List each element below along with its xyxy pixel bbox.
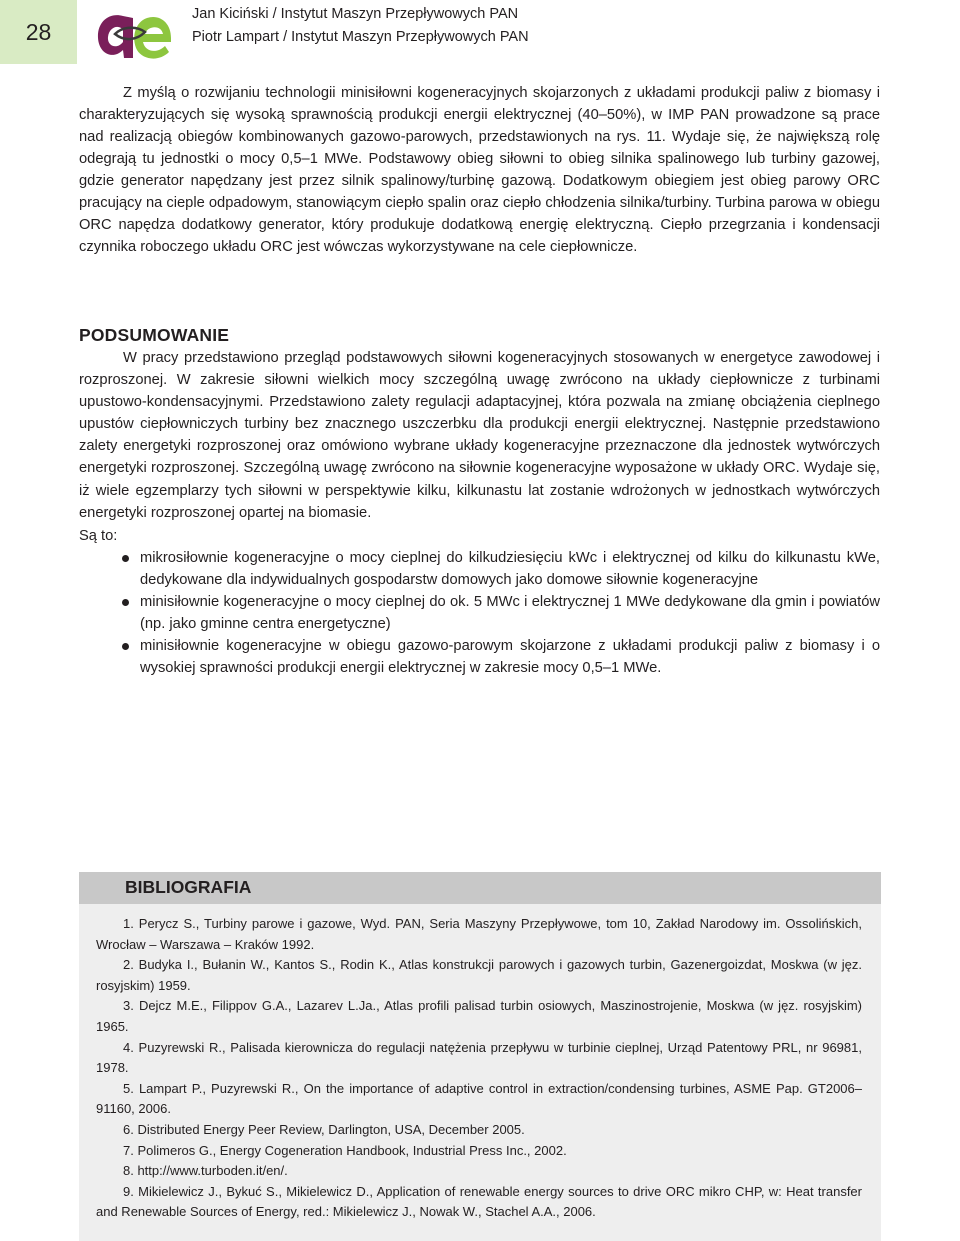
bullet-text: minisiłownie kogeneracyjne o mocy cieplnej do ok. 5 MWc i elektrycznej 1 MWe dedykowane dla gmin i powiatów (np. jako gminne centra energetyczne) (140, 594, 880, 633)
bibliography-item: 2. Budyka I., Bułanin W., Kantos S., Rodin K., Atlas konstrukcji parowych i gazowych turbin, Gazenergoizdat, Moskwa (w jęz. rosyjskim) 1959. (96, 957, 862, 993)
page-number-box (0, 0, 77, 64)
bullet-item (79, 547, 880, 591)
bibliography-list (96, 914, 862, 1223)
bullet-dot-icon (122, 643, 129, 650)
page-number: 28 (25, 18, 52, 45)
bibliography-item: 8. http://www.turboden.it/en/. (123, 1163, 288, 1179)
bibliography-item: 5. Lampart P., Puzyrewski R., On the importance of adaptive control in extraction/condensing turbines, ASME Pap. GT2006–91160, 2006. (96, 1080, 862, 1117)
summary-paragraph: W pracy przedstawiono przegląd podstawowych siłowni kogeneracyjnych stosowanych w energetyce zawodowej i rozproszonej. W zakresie siłowni wielkich mocy szczególną uwagę zwrócono na układy ciepłownicze z turbinami upustowo-kondensacyjnymi. Przedstawiono zalety regulacji adaptacyjnej, która pozwala na zmianę obciążenia cieplnego upustów ciepłowniczych turbiny bez znacznego uszczerbku dla produkcji energii elektrycznej. Następnie przedstawiono zalety energetyki rozproszonej oraz omówiono wybrane układy kogeneracyjne przeznaczone dla jednostek wytwórczych energetyki rozproszonej. Szczególną uwagę zwrócono na siłownie kogeneracyjne wyposażone w układy ORC. Wydaje się, iż wiele egzemplarzy tych siłowni w perspektywie kilku, kilkunastu lat zostanie wdrożonych w jednostkach wytwórczych energetyki rozproszonej opartej na biomasie. (79, 350, 880, 521)
bibliography-item: 9. Mikielewicz J., Bykuć S., Mikielewicz D., Application of renewable energy sources to drive ORC mikro CHP, w: Heat transfer and Renewable Sources of Energy, red.: Mikielewicz J., Nowak W., Stachel A.A., 2006. (96, 1183, 862, 1220)
bibliography-header (79, 872, 881, 904)
summary-heading: PODSUMOWANIE (79, 325, 230, 345)
bibliography-title: BIBLIOGRAFIA (125, 877, 252, 897)
bullet-text: minisiłownie kogeneracyjne w obiegu gazowo-parowym skojarzone z układami produkcji paliw z biomasy i o wysokiej sprawności produkcji energii elektrycznej w zakresie mocy 0,5–1 MWe. (140, 638, 880, 677)
list-intro: Są to: (79, 528, 118, 544)
bibliography-item: 7. Polimeros G., Energy Cogeneration Handbook, Industrial Press Inc., 2002. (123, 1142, 567, 1158)
bibliography-item: 4. Puzyrewski R., Palisada kierownicza do regulacji natężenia przepływu w turbinie cieplnej, Urząd Patentowy PRL, nr 96981, 1978. (96, 1039, 862, 1076)
logo-letter-a (98, 15, 133, 58)
bullet-dot-icon (122, 555, 129, 562)
bullet-dot-icon (122, 599, 129, 606)
bibliography-item: 6. Distributed Energy Peer Review, Darlington, USA, December 2005. (123, 1121, 525, 1137)
author-line: Piotr Lampart / Instytut Maszyn Przepływowych PAN (192, 29, 529, 45)
authors-header (192, 3, 529, 49)
bullet-item (79, 591, 880, 635)
intro-paragraph: Z myślą o rozwijaniu technologii minisiłowni kogeneracyjnych skojarzonych z układami produkcji paliw z biomasy i charakteryzujących się wysoką sprawnością produkcji energii elektrycznej (40–50%), w IMP PAN prowadzone są prace nad realizacją obiegów kombinowanych gazowo-parowych, przedstawionych na rys. 11. Wydaje się, że największą rolę odegrają tu jednostki o mocy 0,5–1 MWe. Podstawowy obieg siłowni to obieg silnika spalinowego lub turbiny gazowej, gdzie generator napędzany jest przez silnik spalinowy/turbinę gazową. Dodatkowym obiegiem jest obieg parowy ORC pracujący na cieple odpadowym, stanowiącym ciepło spalin oraz ciepło chłodzenia silnika/turbiny. Turbina parowa w obiegu ORC napędza dodatkowy generator, który produkuje dodatkową energię elektryczną. Ciepło przegrzania i kondensacji czynnika roboczego układu ORC jest wówczas wykorzystywane na cele ciepłownicze. (79, 85, 880, 255)
bibliography-item: 1. Perycz S., Turbiny parowe i gazowe, Wyd. PAN, Seria Maszyny Przepływowe, tom 10, Zakład Narodowy im. Ossolińskich, Wrocław – Warszawa – Kraków 1992. (96, 916, 862, 952)
author-line: Jan Kiciński / Instytut Maszyn Przepływowych PAN (192, 6, 519, 22)
bullet-text: mikrosiłownie kogeneracyjne o mocy cieplnej do kilkudziesięciu kWc i elektrycznej od kilku do kilkunastu kWe, dedykowane dla indywidualnych gospodarstw domowych jako domowe siłownie kogeneracyjne (140, 550, 880, 589)
logo-letter-e (134, 17, 171, 59)
bibliography-item: 3. Dejcz M.E., Filippov G.A., Lazarev L.Ja., Atlas profili palisad turbin osiowych, Maszinostrojenie, Moskwa (w jęz. rosyjskim) 1965. (96, 998, 862, 1034)
journal-logo (93, 4, 175, 62)
bibliography-box (79, 872, 881, 1241)
bullet-item (79, 635, 880, 679)
bullet-list (79, 547, 880, 680)
